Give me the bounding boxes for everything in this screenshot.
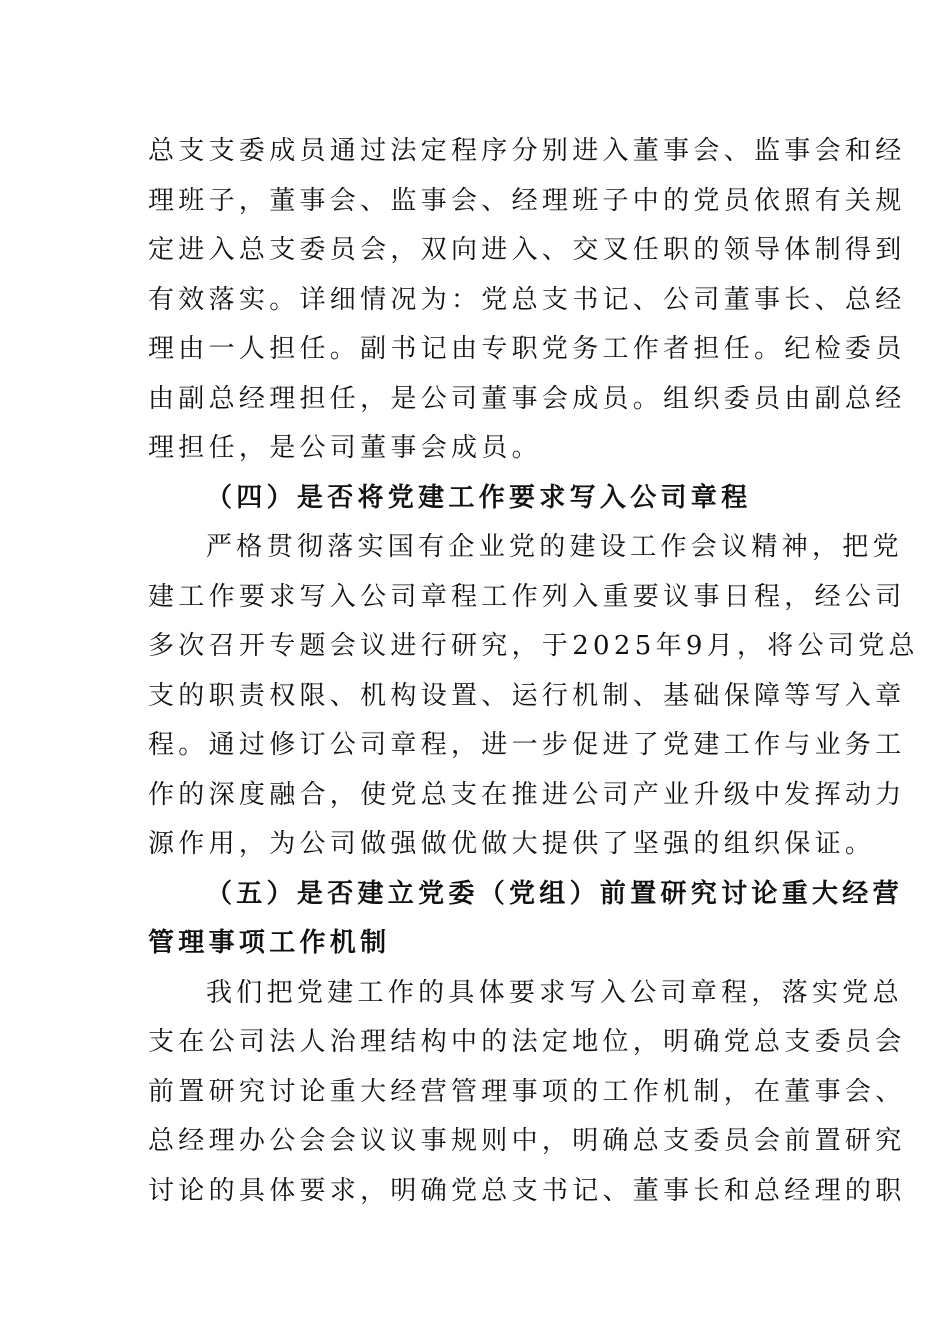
- section-four-paragraph: [148, 523, 919, 870]
- text-line: 有效落实。详细情况为：党总支书记、公司董事长、总经: [148, 284, 906, 315]
- text-line: 作的深度融合，使党总支在推进公司产业升级中发挥动力: [148, 779, 906, 810]
- heading-line: 管理事项工作机制: [148, 928, 391, 958]
- text-line: 理班子，董事会、监事会、经理班子中的党员依照有关规: [148, 185, 906, 216]
- document-body: [148, 127, 919, 1216]
- text-line: 总支支委成员通过法定程序分别进入董事会、监事会和经: [148, 136, 906, 166]
- text-line: 程。通过修订公司章程，进一步促进了党建工作与业务工: [148, 730, 906, 760]
- section-five-heading: [148, 870, 903, 969]
- text-line: 源作用，为公司做强做优做大提供了坚强的组织保证。: [148, 829, 876, 859]
- text-line: 建工作要求写入公司章程工作列入重要议事日程，经公司: [148, 581, 906, 612]
- text-line: 严格贯彻落实国有企业党的建设工作会议精神，把党: [206, 532, 903, 562]
- text-line: 多次召开专题会议进行研究，于2025年9月，将公司党总: [148, 631, 919, 661]
- text-line: 支在公司法人治理结构中的法定地位，明确党总支委员会: [148, 1027, 906, 1057]
- heading-line: （五）是否建立党委（党组）前置研究讨论重大经营: [206, 878, 903, 909]
- text-line: 支的职责权限、机构设置、运行机制、基础保障等写入章: [148, 680, 906, 711]
- text-line: 总经理办公会会议议事规则中，明确总支委员会前置研究: [148, 1126, 906, 1156]
- section-four-heading: （四）是否将党建工作要求写入公司章程: [206, 482, 752, 513]
- text-line: 理由一人担任。副书记由专职党务工作者担任。纪检委员: [148, 334, 906, 364]
- text-line: 由副总经理担任，是公司董事会成员。组织委员由副总经: [148, 383, 906, 414]
- text-line: 理担任，是公司董事会成员。: [148, 433, 542, 463]
- text-line: 讨论的具体要求，明确党总支书记、董事长和总经理的职: [148, 1175, 906, 1206]
- paragraph-continued: [148, 127, 906, 474]
- text-line: 我们把党建工作的具体要求写入公司章程，落实党总: [206, 977, 903, 1008]
- text-line: 定进入总支委员会，双向进入、交叉任职的领导体制得到: [148, 235, 906, 265]
- text-line: 前置研究讨论重大经营管理事项的工作机制，在董事会、: [148, 1076, 906, 1107]
- section-five-paragraph: [148, 969, 906, 1217]
